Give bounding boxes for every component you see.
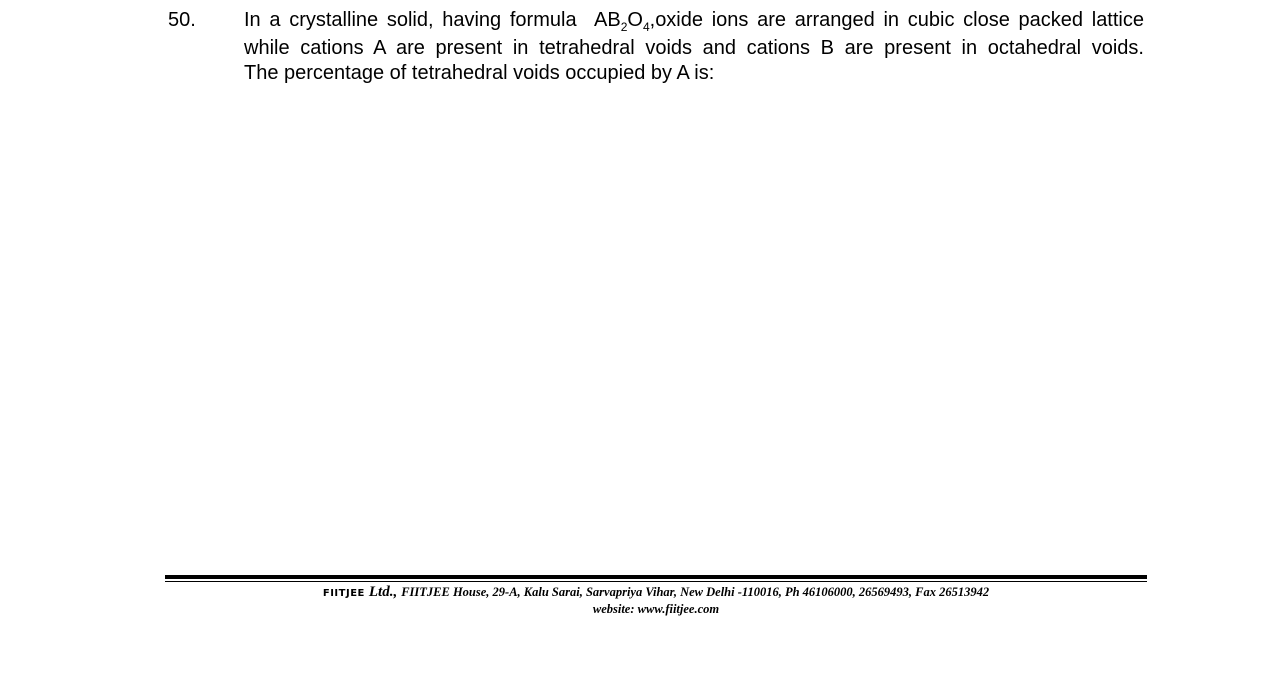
fiitjee-logo: FIITJEE xyxy=(322,588,365,599)
formula-element-o: O xyxy=(627,9,643,31)
chemical-formula xyxy=(594,9,656,34)
formula-subscript-b: 2 xyxy=(620,20,628,34)
question-text xyxy=(244,6,1144,87)
footer-ltd: Ltd., xyxy=(368,584,398,600)
question-line-1-after: oxide ions are arranged in cubic close packed lattice xyxy=(655,9,1144,31)
page-footer xyxy=(165,575,1147,616)
footer-website: website: www.fiitjee.com xyxy=(592,602,720,616)
formula-element-b: B xyxy=(607,9,621,31)
footer-rule-thin xyxy=(165,581,1147,582)
footer-address: FIITJEE House, 29-A, Kalu Sarai, Sarvapriya Vihar, New Delhi -110016, Ph 46106000, 26569493, Fax 26513942 xyxy=(401,585,990,599)
question-line-1-before: In a crystalline solid, having formula xyxy=(244,9,577,31)
question-line-3: The percentage of tetrahedral voids occupied by A is: xyxy=(244,62,715,84)
question-number: 50. xyxy=(168,9,196,31)
formula-subscript-o: 4 xyxy=(642,20,650,34)
question-line-1 xyxy=(244,6,1144,34)
formula-comma: , xyxy=(649,9,656,31)
question-line-2: while cations A are present in tetrahedral voids and cations B are present in octahedral voids. xyxy=(244,37,1144,59)
footer-address-line xyxy=(165,584,1147,602)
formula-element-a: A xyxy=(594,9,608,31)
